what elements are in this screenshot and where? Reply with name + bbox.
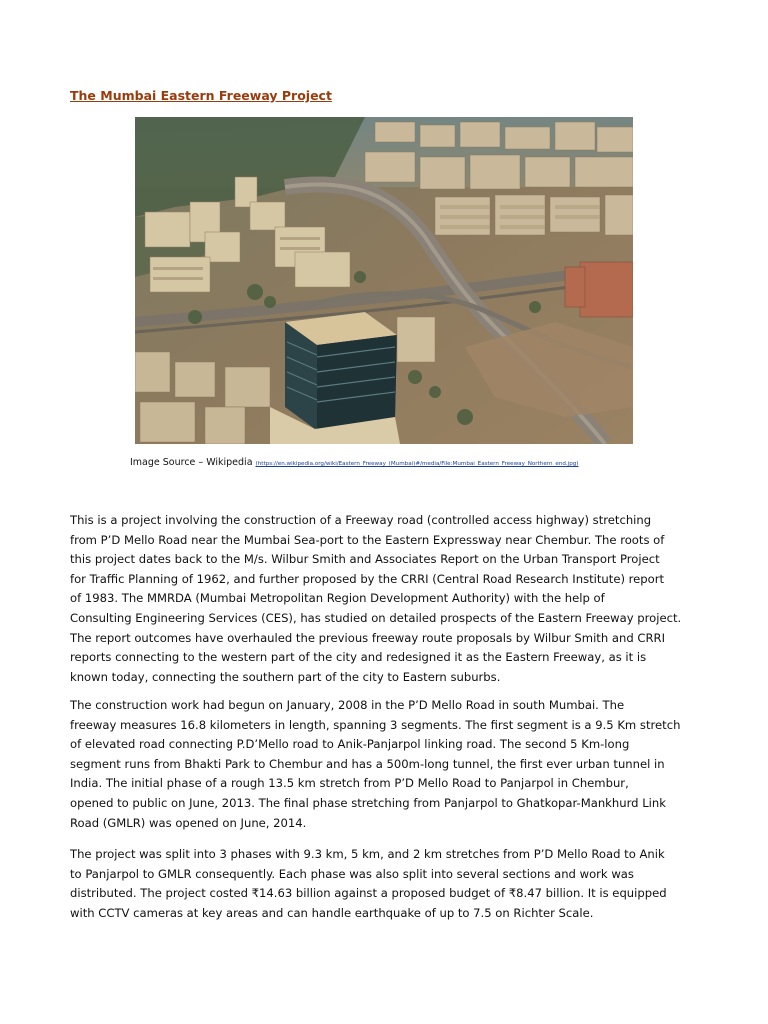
paragraph-construction (70, 696, 710, 833)
text-line: known today, connecting the southern part of the city to Eastern suburbs. (70, 669, 501, 684)
text-line: for Traffic Planning of 1962, and further proposed by the CRRI (Central Road Research Institute) report (70, 571, 665, 586)
eastern-freeway-aerial-photo (135, 117, 633, 444)
image-source-link[interactable]: (https://en.wikipedia.org/wiki/Eastern_Freeway_(Mumbai)#/media/File:Mumbai_Eastern_Freeway_Northern_end.jpg) (255, 461, 579, 467)
text-line: segment runs from Bhakti Park to Chembur and has a 500m-long tunnel, the first ever urban tunnel in (70, 756, 665, 771)
text-line: reports connecting to the western part of the city and redesigned it as the Eastern Freeway, as it is (70, 650, 647, 665)
image-caption (130, 457, 578, 468)
paragraph-phases (70, 845, 710, 923)
text-line: of 1983. The MMRDA (Mumbai Metropolitan Region Development Authority) with the help of (70, 591, 605, 606)
text-line: this project dates back to the M/s. Wilbur Smith and Associates Report on the Urban Transport Project (70, 552, 660, 567)
text-line: freeway measures 16.8 kilometers in length, spanning 3 segments. The first segment is a 9.5 Km stretch (70, 717, 681, 732)
text-line: The construction work had begun on January, 2008 in the P’D Mello Road in south Mumbai. The (70, 698, 625, 712)
text-line: to Panjarpol to GMLR consequently. Each phase was also split into several sections and work was (70, 866, 634, 881)
text-line: The project was split into 3 phases with 9.3 km, 5 km, and 2 km stretches from P’D Mello Road to Anik (70, 847, 665, 861)
text-line: of elevated road connecting P.D’Mello road to Anik-Panjarpol linking road. The second 5 Km-long (70, 737, 630, 752)
text-line: This is a project involving the construction of a Freeway road (controlled access highway) stretching (70, 513, 652, 527)
text-line: opened to public on June, 2013. The final phase stretching from Panjarpol to Ghatkopar-Mankhurd Link (70, 795, 666, 810)
text-line: India. The initial phase of a rough 13.5 km stretch from P’D Mello Road to Panjarpol in Chembur, (70, 776, 629, 791)
caption-label: Image Source – Wikipedia (130, 457, 256, 468)
text-line: with CCTV cameras at key areas and can handle earthquake of up to 7.5 on Richter Scale. (70, 905, 594, 920)
text-line: The report outcomes have overhauled the previous freeway route proposals by Wilbur Smith and CRRI (70, 630, 666, 645)
text-line: distributed. The project costed ₹14.63 billion against a proposed budget of ₹8.47 billion. It is equipped (70, 886, 667, 901)
text-line: Consulting Engineering Services (CES), has studied on detailed prospects of the Eastern Freeway project. (70, 610, 682, 625)
paragraph-intro (70, 511, 710, 687)
text-line: Road (GMLR) was opened on June, 2014. (70, 815, 307, 830)
text-line: from P’D Mello Road near the Mumbai Sea-port to the Eastern Expressway near Chembur. The roots of (70, 532, 665, 547)
document-title: The Mumbai Eastern Freeway Project (70, 88, 332, 103)
